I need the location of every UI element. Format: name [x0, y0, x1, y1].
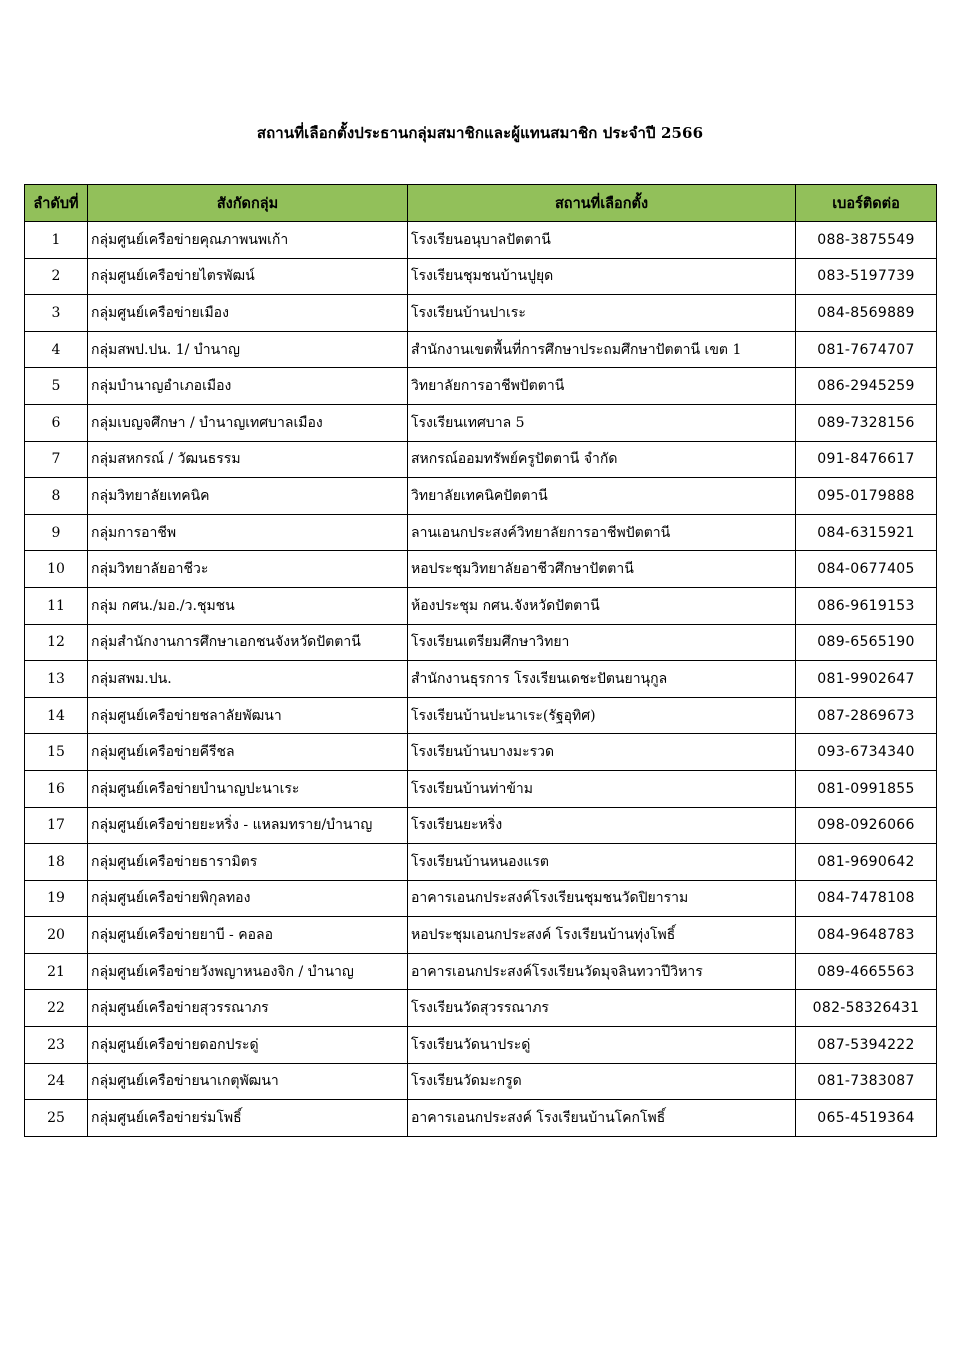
row-group: กลุ่มศูนย์เครือข่ายสุวรรณาภร: [88, 990, 408, 1027]
table-row: [25, 1027, 937, 1064]
row-phone: 086-9619153: [796, 587, 937, 624]
row-number: 22: [25, 990, 88, 1027]
table-header-row: [25, 185, 937, 222]
row-place: หอประชุมวิทยาลัยอาชีวศึกษาปัตตานี: [408, 551, 796, 588]
row-group: กลุ่มบำนาญอำเภอเมือง: [88, 368, 408, 405]
row-phone: 089-6565190: [796, 624, 937, 661]
row-number: 7: [25, 441, 88, 478]
row-place: โรงเรียนเตรียมศึกษาวิทยา: [408, 624, 796, 661]
row-place: โรงเรียนวัดสุวรรณาภร: [408, 990, 796, 1027]
header-no: ลำดับที่: [25, 185, 88, 222]
row-phone: 098-0926066: [796, 807, 937, 844]
row-number: 18: [25, 844, 88, 881]
row-group: กลุ่มวิทยาลัยอาชีวะ: [88, 551, 408, 588]
row-number: 11: [25, 587, 88, 624]
table-row: [25, 368, 937, 405]
row-number: 12: [25, 624, 88, 661]
row-phone: 088-3875549: [796, 222, 937, 259]
row-group: กลุ่มศูนย์เครือข่ายพิกุลทอง: [88, 880, 408, 917]
row-phone: 083-5197739: [796, 258, 937, 295]
row-place: โรงเรียนอนุบาลปัตตานี: [408, 222, 796, 259]
row-place: สหกรณ์ออมทรัพย์ครูปัตตานี จำกัด: [408, 441, 796, 478]
table-row: [25, 1100, 937, 1137]
row-phone: 081-7674707: [796, 331, 937, 368]
row-group: กลุ่มสำนักงานการศึกษาเอกชนจังหวัดปัตตานี: [88, 624, 408, 661]
row-phone: 065-4519364: [796, 1100, 937, 1137]
table-row: [25, 697, 937, 734]
row-group: กลุ่มศูนย์เครือข่ายคีรีชล: [88, 734, 408, 771]
table-body: [25, 222, 937, 1137]
row-number: 3: [25, 295, 88, 332]
row-number: 13: [25, 661, 88, 698]
row-phone: 084-8569889: [796, 295, 937, 332]
table-row: [25, 844, 937, 881]
table-row: [25, 551, 937, 588]
row-place: โรงเรียนวัดนาประดู่: [408, 1027, 796, 1064]
page-title: สถานที่เลือกตั้งประธานกลุ่มสมาชิกและผู้แทนสมาชิก ประจำปี 2566: [256, 124, 704, 142]
row-number: 1: [25, 222, 88, 259]
row-group: กลุ่มศูนย์เครือข่ายยะหริ่ง - แหลมทราย/บำนาญ: [88, 807, 408, 844]
row-number: 24: [25, 1063, 88, 1100]
row-group: กลุ่มศูนย์เครือข่ายคุณภาพนพเก้า: [88, 222, 408, 259]
table-row: [25, 295, 937, 332]
row-number: 9: [25, 514, 88, 551]
row-group: กลุ่มสพป.ปน. 1/ บำนาญ: [88, 331, 408, 368]
row-place: โรงเรียนบ้านบางมะรวด: [408, 734, 796, 771]
row-place: โรงเรียนบ้านปาเระ: [408, 295, 796, 332]
row-group: กลุ่มศูนย์เครือข่ายบำนาญปะนาเระ: [88, 770, 408, 807]
row-group: กลุ่มศูนย์เครือข่ายไตรพัฒน์: [88, 258, 408, 295]
table-row: [25, 953, 937, 990]
row-phone: 081-9690642: [796, 844, 937, 881]
row-group: กลุ่มศูนย์เครือข่ายดอกประดู่: [88, 1027, 408, 1064]
row-phone: 093-6734340: [796, 734, 937, 771]
row-group: กลุ่มสพม.ปน.: [88, 661, 408, 698]
row-number: 6: [25, 404, 88, 441]
row-phone: 084-0677405: [796, 551, 937, 588]
row-place: วิทยาลัยการอาชีพปัตตานี: [408, 368, 796, 405]
table-row: [25, 514, 937, 551]
row-number: 5: [25, 368, 88, 405]
row-place: สำนักงานเขตพื้นที่การศึกษาประถมศึกษาปัตตานี เขต 1: [408, 331, 796, 368]
row-place: โรงเรียนชุมชนบ้านปูยุด: [408, 258, 796, 295]
row-group: กลุ่มศูนย์เครือข่ายเมือง: [88, 295, 408, 332]
election-venue-table: [24, 184, 937, 1137]
row-phone: 095-0179888: [796, 478, 937, 515]
row-group: กลุ่มศูนย์เครือข่ายยาบี - คอลอ: [88, 917, 408, 954]
row-number: 8: [25, 478, 88, 515]
row-place: ห้องประชุม กศน.จังหวัดปัตตานี: [408, 587, 796, 624]
row-phone: 082-58326431: [796, 990, 937, 1027]
row-place: โรงเรียนวัดมะกรูด: [408, 1063, 796, 1100]
row-number: 2: [25, 258, 88, 295]
row-number: 25: [25, 1100, 88, 1137]
table-row: [25, 1063, 937, 1100]
table-row: [25, 222, 937, 259]
row-number: 21: [25, 953, 88, 990]
row-phone: 084-9648783: [796, 917, 937, 954]
row-phone: 089-7328156: [796, 404, 937, 441]
row-place: อาคารเอนกประสงค์โรงเรียนชุมชนวัดปิยาราม: [408, 880, 796, 917]
table-row: [25, 661, 937, 698]
row-phone: 089-4665563: [796, 953, 937, 990]
row-number: 23: [25, 1027, 88, 1064]
row-group: กลุ่มศูนย์เครือข่ายธารามิตร: [88, 844, 408, 881]
row-group: กลุ่ม กศน./มอ./ว.ชุมชน: [88, 587, 408, 624]
header-phone: เบอร์ติดต่อ: [796, 185, 937, 222]
row-place: โรงเรียนเทศบาล 5: [408, 404, 796, 441]
table-row: [25, 404, 937, 441]
row-number: 19: [25, 880, 88, 917]
row-phone: 081-9902647: [796, 661, 937, 698]
row-group: กลุ่มศูนย์เครือข่ายนาเกตุพัฒนา: [88, 1063, 408, 1100]
table-row: [25, 478, 937, 515]
header-place: สถานที่เลือกตั้ง: [408, 185, 796, 222]
row-group: กลุ่มการอาชีพ: [88, 514, 408, 551]
row-phone: 087-2869673: [796, 697, 937, 734]
row-place: วิทยาลัยเทคนิคปัตตานี: [408, 478, 796, 515]
row-phone: 084-7478108: [796, 880, 937, 917]
row-phone: 091-8476617: [796, 441, 937, 478]
row-phone: 084-6315921: [796, 514, 937, 551]
table-row: [25, 624, 937, 661]
row-number: 4: [25, 331, 88, 368]
row-group: กลุ่มศูนย์เครือข่ายชลาลัยพัฒนา: [88, 697, 408, 734]
row-place: โรงเรียนยะหริ่ง: [408, 807, 796, 844]
row-number: 10: [25, 551, 88, 588]
row-phone: 086-2945259: [796, 368, 937, 405]
row-number: 14: [25, 697, 88, 734]
row-place: สำนักงานธุรการ โรงเรียนเดชะปัตนยานุกูล: [408, 661, 796, 698]
row-number: 17: [25, 807, 88, 844]
row-phone: 081-0991855: [796, 770, 937, 807]
table-row: [25, 258, 937, 295]
table-row: [25, 990, 937, 1027]
header-group: สังกัดกลุ่ม: [88, 185, 408, 222]
row-place: อาคารเอนกประสงค์โรงเรียนวัดมุจลินทวาปีวิหาร: [408, 953, 796, 990]
row-number: 15: [25, 734, 88, 771]
row-place: อาคารเอนกประสงค์ โรงเรียนบ้านโคกโพธิ์: [408, 1100, 796, 1137]
row-place: โรงเรียนบ้านหนองแรต: [408, 844, 796, 881]
table-row: [25, 331, 937, 368]
table-row: [25, 587, 937, 624]
table-row: [25, 734, 937, 771]
table-row: [25, 880, 937, 917]
row-phone: 087-5394222: [796, 1027, 937, 1064]
table-row: [25, 917, 937, 954]
table-row: [25, 441, 937, 478]
row-phone: 081-7383087: [796, 1063, 937, 1100]
row-place: โรงเรียนบ้านปะนาเระ(รัฐอุทิศ): [408, 697, 796, 734]
row-group: กลุ่มสหกรณ์ / วัฒนธรรม: [88, 441, 408, 478]
row-group: กลุ่มเบญจศึกษา / บำนาญเทศบาลเมือง: [88, 404, 408, 441]
row-group: กลุ่มวิทยาลัยเทคนิค: [88, 478, 408, 515]
row-place: ลานเอนกประสงค์วิทยาลัยการอาชีพปัตตานี: [408, 514, 796, 551]
row-group: กลุ่มศูนย์เครือข่ายร่มโพธิ์: [88, 1100, 408, 1137]
table-row: [25, 807, 937, 844]
row-number: 20: [25, 917, 88, 954]
row-group: กลุ่มศูนย์เครือข่ายวังพญาหนองจิก / บำนาญ: [88, 953, 408, 990]
table-row: [25, 770, 937, 807]
row-number: 16: [25, 770, 88, 807]
row-place: หอประชุมเอนกประสงค์ โรงเรียนบ้านทุ่งโพธิ์: [408, 917, 796, 954]
row-place: โรงเรียนบ้านท่าข้าม: [408, 770, 796, 807]
